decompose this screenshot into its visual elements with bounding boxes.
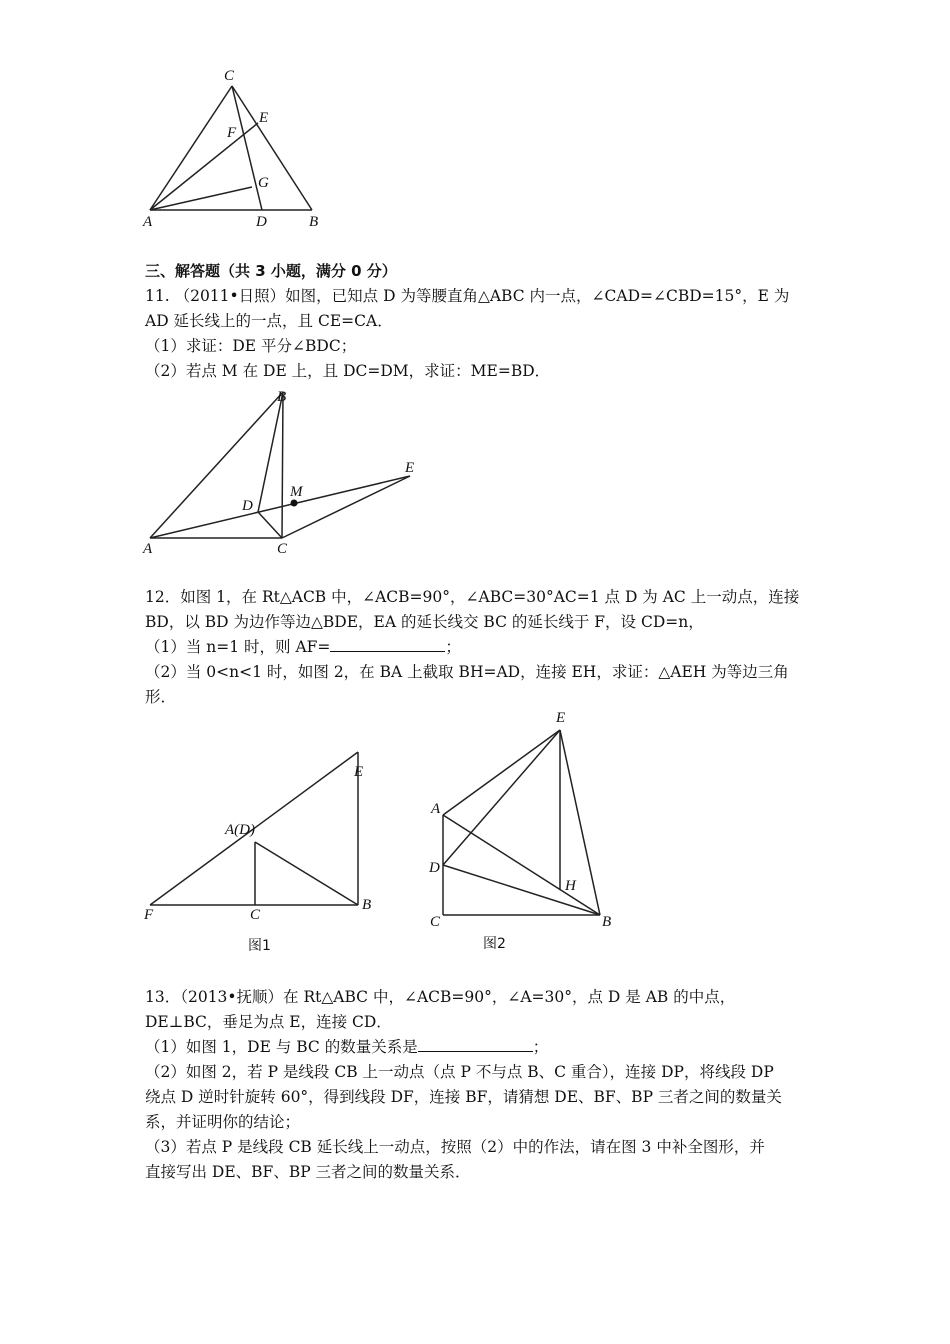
label-e: E (405, 460, 415, 476)
question-part: （2）当 0<n<1 时，如图 2，在 BA 上截取 BH=AD，连接 EH，求证：△AEH 为等边三角 (145, 663, 789, 681)
figure-q11 (142, 389, 414, 557)
label-b: B (362, 897, 372, 913)
question-12 (145, 585, 825, 710)
figure-q12-fig1 (143, 752, 371, 954)
question-part (145, 635, 825, 660)
answer-blank[interactable] (330, 636, 445, 652)
label-a: A (143, 214, 153, 230)
label-c: C (430, 914, 441, 930)
question-text: 12．如图 1，在 Rt△ACB 中，∠ACB=90°，∠ABC=30°AC=1 点 D 为 AC 上一动点，连接 (145, 588, 800, 606)
question-text: 13．（2013•抚顺）在 Rt△ABC 中，∠ACB=90°，∠A=30°，点 D 是 AB 的中点， (145, 988, 736, 1006)
question-part: （2）如图 2，若 P 是线段 CB 上一动点（点 P 不与点 B、C 重合），连接 DP，将线段 DP (145, 1063, 774, 1081)
question-text: 11. （2011•日照）如图，已知点 D 为等腰直角△ABC 内一点，∠CAD=∠CBD=15°，E 为 (145, 287, 790, 305)
question-13 (145, 985, 825, 1185)
part-text: ； (445, 638, 461, 656)
question-part: （2）若点 M 在 DE 上，且 DC=DM，求证：ME=BD． (145, 362, 551, 380)
question-part: 系，并证明你的结论； (145, 1113, 301, 1131)
question-part: （3）若点 P 是线段 CB 延长线上一动点，按照（2）中的作法，请在图 3 中补全图形，并 (145, 1138, 765, 1156)
question-text: BD，以 BD 为边作等边△BDE，EA 的延长线交 BC 的延长线于 F，设 CD=n， (145, 613, 704, 631)
label-c: C (224, 68, 235, 84)
part-text: （1）如图 1，DE 与 BC 的数量关系是 (145, 1038, 418, 1056)
label-f: F (227, 125, 237, 141)
label-a: A (431, 801, 441, 817)
label-b: B (602, 914, 612, 930)
part-text: （1）当 n=1 时，则 AF= (145, 638, 331, 656)
label-g: G (258, 175, 269, 191)
label-e: E (354, 764, 364, 780)
label-e: E (259, 110, 269, 126)
figure-triangle-abc-top (142, 68, 318, 230)
label-c: C (250, 907, 261, 923)
figure-caption: 图1 (248, 938, 271, 954)
label-d: D (256, 214, 267, 230)
label-c: C (277, 541, 288, 557)
label-m: M (290, 484, 303, 500)
question-part: （1）求证：DE 平分∠BDC； (145, 337, 357, 355)
question-text: AD 延长线上的一点，且 CE=CA． (145, 312, 393, 330)
label-f: F (144, 907, 154, 923)
label-d: D (429, 860, 440, 876)
figure-caption: 图2 (483, 936, 506, 952)
label-ad: A(D) (225, 822, 255, 838)
label-h: H (565, 878, 576, 894)
question-part: 直接写出 DE、BF、BP 三者之间的数量关系． (145, 1163, 471, 1181)
question-part: 形． (145, 688, 177, 706)
question-11 (145, 259, 825, 384)
label-b: B (309, 214, 319, 230)
section-heading: 三、解答题（共 3 小题，满分 0 分） (145, 262, 397, 280)
question-part (145, 1035, 825, 1060)
question-part: 绕点 D 逆时针旋转 60°，得到线段 DF，连接 BF，请猜想 DE、BF、BP 三者之间的数量关 (145, 1088, 782, 1106)
part-text: ； (532, 1038, 549, 1056)
answer-blank[interactable] (418, 1036, 533, 1052)
figure-q12-fig2 (428, 710, 611, 952)
label-e: E (556, 710, 566, 726)
question-text: DE⊥BC，垂足为点 E，连接 CD． (145, 1013, 392, 1031)
label-d: D (242, 498, 253, 514)
label-b: B (277, 389, 287, 405)
point-m (291, 500, 298, 507)
label-a: A (143, 541, 153, 557)
